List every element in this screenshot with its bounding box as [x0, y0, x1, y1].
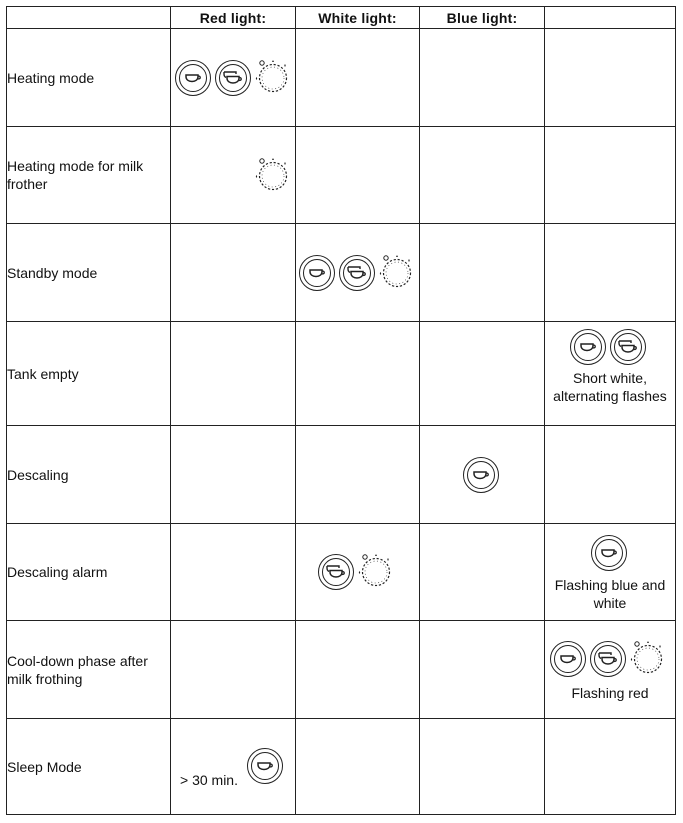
header-blank [7, 7, 171, 29]
row-label-tank-empty: Tank empty [7, 322, 171, 426]
cell-white [296, 224, 420, 322]
cell-red [171, 426, 296, 524]
double-cup-icon [590, 641, 626, 677]
header-red-light: Red light: [171, 7, 296, 29]
double-cup-icon [215, 60, 251, 96]
cell-extra [545, 524, 676, 621]
tank-empty-note: Short white, alternating flashes [553, 370, 667, 404]
header-row [7, 7, 676, 29]
row-label-descaling: Descaling [7, 426, 171, 524]
cell-white [296, 621, 420, 719]
single-cup-icon [175, 60, 211, 96]
sleep-time-note: > 30 min. [180, 772, 238, 788]
header-blue-light: Blue light: [420, 7, 545, 29]
cell-red [171, 29, 296, 127]
cell-blue [420, 322, 545, 426]
single-cup-icon [463, 457, 499, 493]
row-label-sleep-mode: Sleep Mode [7, 719, 171, 815]
cell-blue [420, 426, 545, 524]
cell-extra [545, 426, 676, 524]
cell-extra [545, 719, 676, 815]
steam-dial-icon [253, 155, 291, 193]
table-row [7, 322, 676, 426]
cell-white [296, 127, 420, 224]
cell-red [171, 621, 296, 719]
table-row [7, 29, 676, 127]
steam-dial-icon [356, 551, 394, 589]
single-cup-icon [299, 255, 335, 291]
cell-blue [420, 621, 545, 719]
table-row [7, 524, 676, 621]
cell-blue [420, 127, 545, 224]
steam-dial-icon [253, 57, 291, 95]
cell-white [296, 322, 420, 426]
steam-dial-icon [628, 638, 666, 676]
cell-extra [545, 29, 676, 127]
double-cup-icon [339, 255, 375, 291]
table-row [7, 621, 676, 719]
cell-white [296, 29, 420, 127]
cell-white [296, 524, 420, 621]
status-table [6, 6, 676, 815]
single-cup-icon [591, 535, 627, 571]
single-cup-icon [570, 329, 606, 365]
cell-white [296, 719, 420, 815]
descaling-alarm-note: Flashing blue and white [554, 577, 666, 611]
row-label-standby: Standby mode [7, 224, 171, 322]
cell-blue [420, 719, 545, 815]
table-row [7, 426, 676, 524]
single-cup-icon [550, 641, 586, 677]
cell-blue [420, 29, 545, 127]
row-label-heating-mode: Heating mode [7, 29, 171, 127]
row-label-heating-milk: Heating mode for milk frother [7, 127, 171, 224]
row-label-descaling-alarm: Descaling alarm [7, 524, 171, 621]
cell-red [171, 524, 296, 621]
table-row [7, 224, 676, 322]
double-cup-icon [318, 554, 354, 590]
single-cup-icon [247, 748, 283, 784]
cell-blue [420, 524, 545, 621]
header-white-light: White light: [296, 7, 420, 29]
cell-extra [545, 127, 676, 224]
cool-down-note: Flashing red [571, 685, 649, 701]
cell-red [171, 127, 296, 224]
cell-blue [420, 224, 545, 322]
cell-extra [545, 621, 676, 719]
table-row [7, 127, 676, 224]
cell-extra [545, 224, 676, 322]
double-cup-icon [610, 329, 646, 365]
cell-extra [545, 322, 676, 426]
cell-red [171, 719, 296, 815]
row-label-cool-down: Cool-down phase after milk frothing [7, 621, 171, 719]
header-extra [545, 7, 676, 29]
cell-white [296, 426, 420, 524]
cell-red [171, 322, 296, 426]
cell-red [171, 224, 296, 322]
steam-dial-icon [377, 252, 415, 290]
table-row [7, 719, 676, 815]
